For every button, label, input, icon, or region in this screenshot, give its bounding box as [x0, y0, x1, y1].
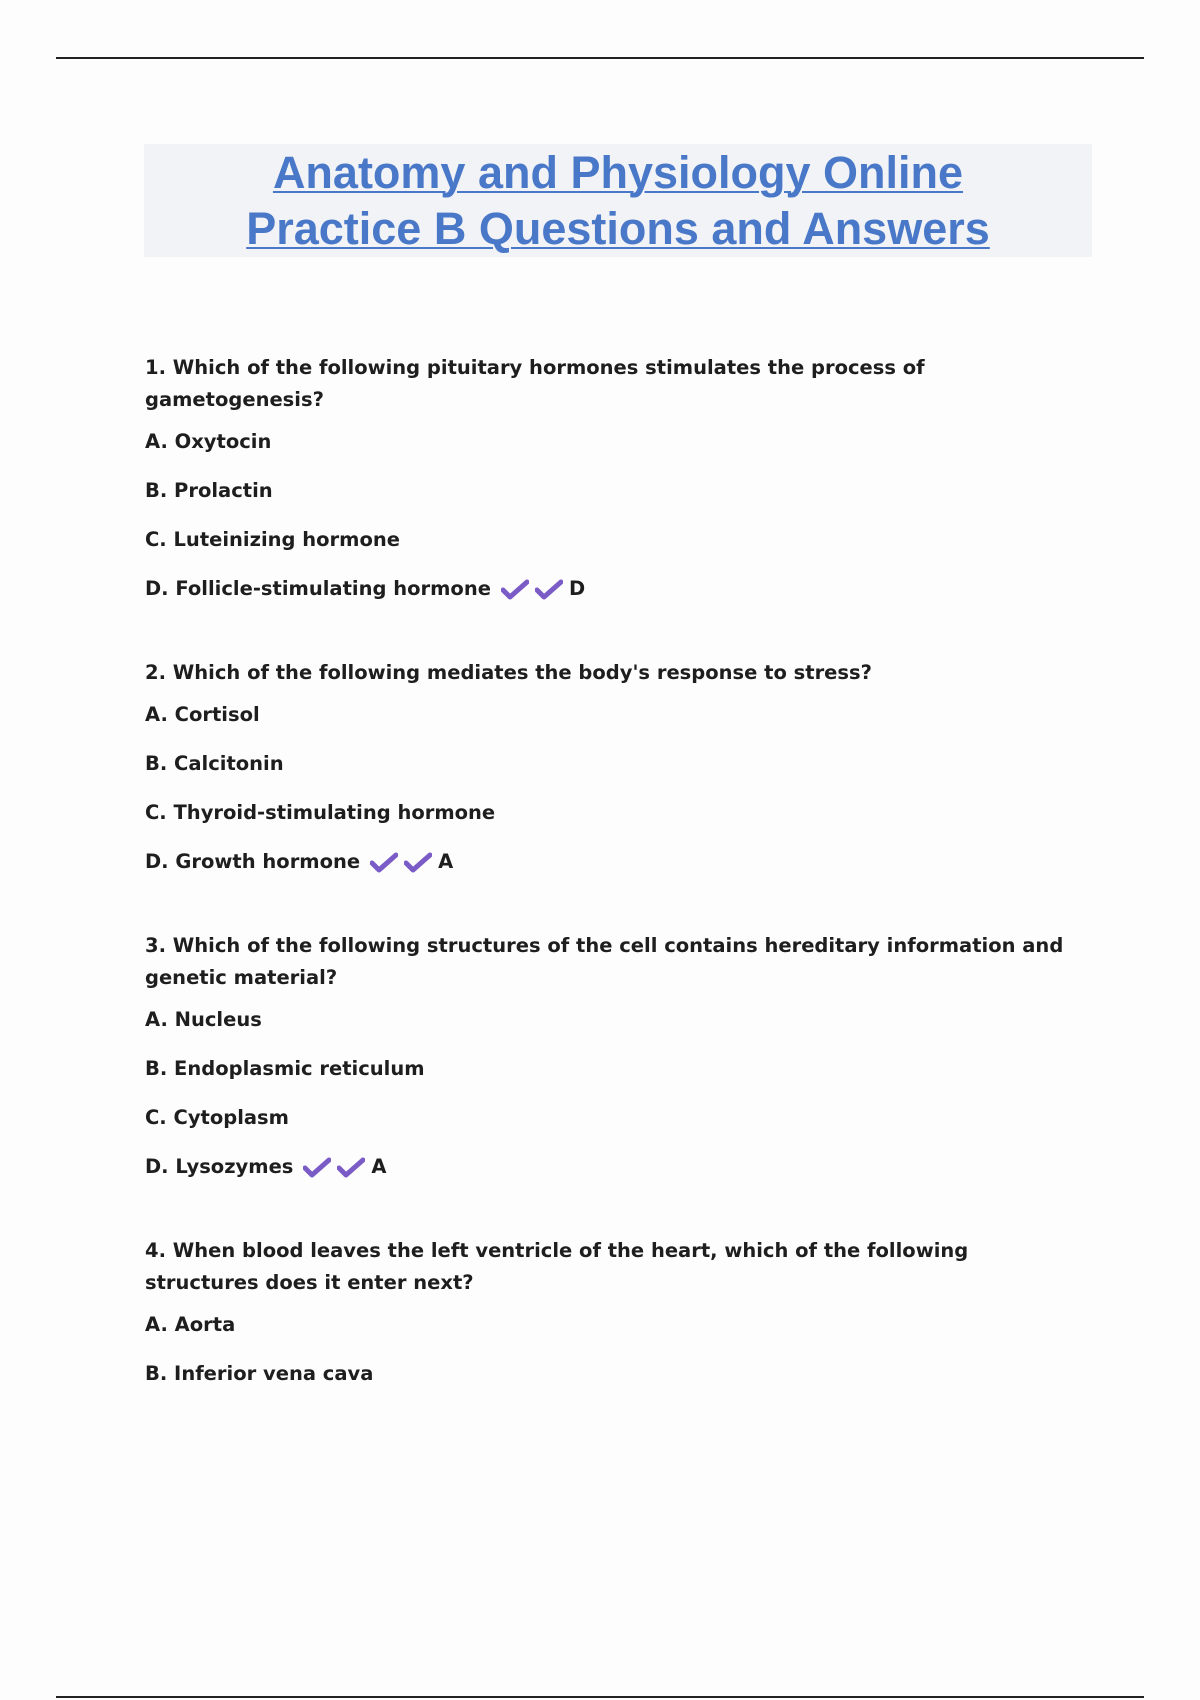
answer-mark	[501, 577, 585, 601]
question-text: 4. When blood leaves the left ventricle of the heart, which of the following structures does it enter next?	[145, 1239, 969, 1294]
answer-letter: A	[371, 1155, 387, 1178]
bottom-rule	[56, 1696, 1144, 1698]
option-b: B. Prolactin	[145, 479, 273, 502]
check-icon	[370, 851, 398, 873]
option-d: D. Follicle-stimulating hormone D	[145, 577, 586, 600]
question-text: 1. Which of the following pituitary hormones stimulates the process of gametogenesis?	[145, 356, 925, 411]
option-b: B. Inferior vena cava	[145, 1362, 374, 1385]
option-d: D. Lysozymes A	[145, 1155, 387, 1178]
option-a: A. Aorta	[145, 1313, 236, 1336]
questions-list	[145, 352, 1085, 1386]
check-icon	[535, 578, 563, 600]
option-a: A. Oxytocin	[145, 430, 272, 453]
title-line-1[interactable]: Anatomy and Physiology Online	[272, 146, 964, 198]
title-band	[144, 144, 1092, 257]
check-icon	[303, 1156, 331, 1178]
answer-mark	[303, 1155, 386, 1179]
question-1	[145, 352, 1085, 601]
title-line-2[interactable]: Practice B Questions and Answers	[246, 202, 990, 254]
question-3	[145, 930, 1085, 1179]
check-icon	[501, 578, 529, 600]
option-b: B. Calcitonin	[145, 752, 284, 775]
option-a: A. Cortisol	[145, 703, 260, 726]
answer-letter: A	[438, 850, 454, 873]
answer-letter: D	[568, 577, 586, 600]
question-text: 2. Which of the following mediates the body's response to stress?	[145, 661, 872, 684]
option-c: C. Luteinizing hormone	[145, 528, 400, 551]
answer-mark	[370, 850, 453, 874]
option-a: A. Nucleus	[145, 1008, 262, 1031]
question-2	[145, 657, 1085, 874]
option-c: C. Thyroid-stimulating hormone	[145, 801, 496, 824]
question-text: 3. Which of the following structures of the cell contains hereditary information and genetic material?	[145, 934, 1064, 989]
option-b: B. Endoplasmic reticulum	[145, 1057, 425, 1080]
option-d: D. Growth hormone A	[145, 850, 454, 873]
option-c: C. Cytoplasm	[145, 1106, 289, 1129]
question-4	[145, 1235, 1085, 1386]
top-rule	[56, 57, 1144, 59]
check-icon	[404, 851, 432, 873]
check-icon	[337, 1156, 365, 1178]
